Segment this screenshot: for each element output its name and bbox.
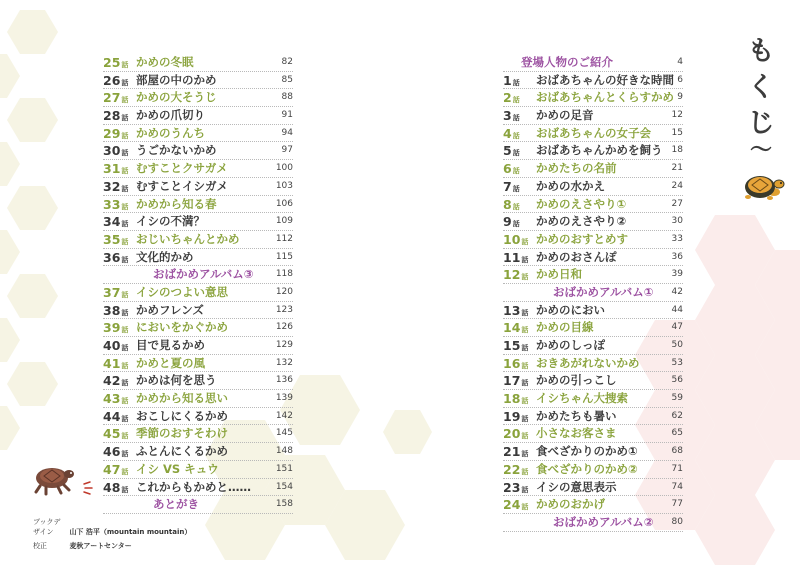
chapter-suffix: 話 xyxy=(121,344,129,352)
chapter-suffix: 話 xyxy=(521,308,529,317)
page-number: 82 xyxy=(281,57,293,67)
toc-right-column xyxy=(503,54,683,532)
chapter-title: 食べざかりのかめ② xyxy=(536,461,638,476)
toc-entry xyxy=(503,461,683,479)
chapter-number-value: 14 xyxy=(503,320,521,336)
chapter-suffix: 話 xyxy=(121,131,129,140)
chapter-title: かめの大そうじ xyxy=(136,90,217,105)
chapter-title: イシの不満？ xyxy=(136,214,205,229)
credit-row xyxy=(33,517,191,537)
chapter-suffix: 話 xyxy=(121,149,129,158)
page-number: 154 xyxy=(275,481,293,492)
toc-entry xyxy=(103,390,293,408)
chapter-suffix: 話 xyxy=(121,220,129,229)
page-number: 145 xyxy=(275,428,293,439)
chapter-title: 季節のおすそわけ xyxy=(136,426,228,441)
chapter-number-value: 35 xyxy=(103,231,121,247)
page-number: 129 xyxy=(275,340,293,350)
chapter-suffix: 話 xyxy=(121,167,129,176)
chapter-title: においをかぐかめ xyxy=(136,320,228,335)
page-number: 88 xyxy=(281,92,293,103)
toc-entry xyxy=(503,125,683,143)
chapter-suffix: 話 xyxy=(512,131,520,140)
page-number: 6 xyxy=(677,74,683,85)
chapter-suffix: 話 xyxy=(521,414,529,423)
chapter-suffix: 話 xyxy=(521,467,529,476)
page-number: 36 xyxy=(671,251,683,262)
chapter-title: 登場人物のご紹介 xyxy=(521,55,613,69)
chapter-title: おばかめアルバム② xyxy=(553,514,654,529)
toc-entry xyxy=(103,249,293,267)
chapter-title: おばかめアルバム③ xyxy=(153,267,254,282)
toc-entry xyxy=(503,443,683,461)
chapter-number-value: 47 xyxy=(103,461,121,477)
chapter-number-value: 33 xyxy=(103,196,121,212)
credit-label: ブックデザイン xyxy=(33,518,61,536)
page-number: 148 xyxy=(275,446,293,457)
toc-entry xyxy=(503,249,683,267)
heading-tilde: 〜 xyxy=(749,138,772,163)
page-number: 118 xyxy=(275,269,293,280)
chapter-number-value: 48 xyxy=(103,479,121,495)
page-number: 158 xyxy=(275,499,293,510)
chapter-title: むすことクサガメ xyxy=(136,161,228,176)
page-number: 139 xyxy=(275,393,293,404)
chapter-number-value: 37 xyxy=(103,284,121,300)
chapter-number-value: 38 xyxy=(103,302,121,318)
chapter-number-value: 7 xyxy=(503,178,512,194)
chapter-suffix: 話 xyxy=(521,326,529,335)
toc-entry xyxy=(503,54,683,72)
chapter-suffix: 話 xyxy=(521,485,529,494)
toc-entry xyxy=(103,302,293,320)
chapter-number-value: 28 xyxy=(103,108,121,124)
chapter-title: むすことイシガメ xyxy=(136,178,228,193)
page-number: 71 xyxy=(671,463,683,474)
chapter-title: かめは何を思う xyxy=(136,373,217,388)
chapter-number-value: 8 xyxy=(503,196,512,212)
chapter-suffix: 話 xyxy=(121,397,129,406)
chapter-suffix: 話 xyxy=(121,96,129,105)
toc-entry xyxy=(503,196,683,214)
toc-entry xyxy=(503,390,683,408)
chapter-number-value: 3 xyxy=(503,108,512,124)
chapter-title: かめのうんち xyxy=(136,125,205,140)
toc-entry xyxy=(103,266,293,284)
chapter-title: かめから知る思い xyxy=(136,391,228,406)
toc-entry xyxy=(103,425,293,443)
toc-entry xyxy=(503,372,683,390)
chapter-title: イシのつよい意思 xyxy=(136,284,228,299)
chapter-number-value: 15 xyxy=(503,338,521,353)
chapter-number-value: 1 xyxy=(503,72,512,88)
toc-entry xyxy=(503,302,683,320)
chapter-number-value: 4 xyxy=(503,125,512,141)
chapter-suffix: 話 xyxy=(521,344,529,352)
page-number: 53 xyxy=(671,357,683,368)
chapter-number-value: 34 xyxy=(103,214,121,230)
chapter-suffix: 話 xyxy=(521,397,529,406)
toc-entry xyxy=(503,160,683,178)
toc-entry xyxy=(103,355,293,373)
chapter-suffix: 話 xyxy=(512,220,520,229)
page-number: 39 xyxy=(671,269,683,280)
chapter-title: おばあちゃんかめを飼う xyxy=(536,143,663,158)
chapter-number-value: 10 xyxy=(503,231,521,247)
page-number: 109 xyxy=(275,216,293,227)
page-number: 12 xyxy=(671,110,683,121)
toc-entry xyxy=(503,72,683,90)
chapter-title: イシの意思表示 xyxy=(536,479,617,494)
chapter-title: かめの目線 xyxy=(536,320,594,335)
chapter-title: かめフレンズ xyxy=(136,302,204,317)
toc-entry xyxy=(103,284,293,302)
toc-entry xyxy=(103,337,293,355)
toc-entry xyxy=(103,231,293,249)
toc-entry xyxy=(503,107,683,125)
chapter-suffix: 話 xyxy=(121,414,129,423)
page-number: 115 xyxy=(275,251,293,262)
chapter-number-value: 20 xyxy=(503,426,521,442)
chapter-suffix: 話 xyxy=(121,308,129,317)
chapter-suffix: 話 xyxy=(512,202,520,211)
toc-entry xyxy=(103,142,293,160)
chapter-number-value: 45 xyxy=(103,426,121,442)
page-number: 112 xyxy=(275,233,293,244)
chapter-number-value: 26 xyxy=(103,72,121,88)
page-number: 97 xyxy=(281,145,293,156)
chapter-title: かめの水かえ xyxy=(536,178,605,193)
chapter-title: かめのおかげ xyxy=(536,497,605,512)
chapter-number-value: 9 xyxy=(503,214,512,230)
chapter-suffix: 話 xyxy=(512,78,520,87)
page-number: 47 xyxy=(671,322,683,333)
chapter-suffix: 話 xyxy=(121,467,129,476)
toc-entry xyxy=(503,337,683,355)
chapter-title: おばあちゃんとくらすかめ xyxy=(536,90,674,105)
chapter-title: かめ日和 xyxy=(536,267,582,282)
credit-value: 麦秋アートセンター xyxy=(69,542,132,550)
chapter-number-value: 13 xyxy=(503,302,521,318)
toc-entry xyxy=(103,160,293,178)
chapter-number-value: 43 xyxy=(103,391,121,407)
chapter-title: イシ VS キュウ xyxy=(136,461,219,476)
chapter-suffix: 話 xyxy=(512,184,520,193)
page-number: 120 xyxy=(275,286,293,297)
page-number: 18 xyxy=(671,145,683,156)
chapter-suffix: 話 xyxy=(512,114,520,123)
chapter-number-value: 22 xyxy=(503,461,521,477)
chapter-number-value: 11 xyxy=(503,249,521,265)
toc-entry xyxy=(503,355,683,373)
chapter-suffix: 話 xyxy=(121,114,129,123)
toc-left-column xyxy=(103,54,293,514)
page-number: 123 xyxy=(275,304,293,315)
chapter-number-value: 41 xyxy=(103,355,121,371)
chapter-suffix: 話 xyxy=(121,61,129,69)
chapter-title: かめのえさやり① xyxy=(536,196,627,211)
chapter-title: おこしにくるかめ xyxy=(136,408,228,423)
toc-entry xyxy=(503,213,683,231)
toc-entry xyxy=(503,178,683,196)
chapter-title: おじいちゃんとかめ xyxy=(136,231,240,246)
page-number: 27 xyxy=(671,198,683,209)
chapter-suffix: 話 xyxy=(512,167,520,176)
chapter-suffix: 話 xyxy=(121,237,129,246)
page-number: 74 xyxy=(671,481,683,492)
chapter-number-value: 25 xyxy=(103,55,121,70)
page-number: 94 xyxy=(281,127,293,138)
toc-entry xyxy=(503,408,683,426)
chapter-title: 文化的かめ xyxy=(136,249,194,264)
chapter-title: 部屋の中のかめ xyxy=(136,72,217,87)
toc-entry xyxy=(103,89,293,107)
toc-entry xyxy=(103,72,293,90)
chapter-number-value: 2 xyxy=(503,90,512,106)
chapter-suffix: 話 xyxy=(121,485,129,494)
chapter-suffix: 話 xyxy=(521,432,529,441)
chapter-title: おばあちゃんの女子会 xyxy=(536,125,651,140)
chapter-suffix: 話 xyxy=(121,326,129,335)
chapter-title: かめの引っこし xyxy=(536,373,617,388)
credits xyxy=(33,517,191,551)
chapter-title: かめのにおい xyxy=(536,302,605,317)
toc-entry xyxy=(503,231,683,249)
credit-value: 山下 浩平（mountain mountain） xyxy=(69,528,192,536)
chapter-suffix: 話 xyxy=(521,379,529,388)
page-number: 21 xyxy=(671,163,683,174)
chapter-number-value: 29 xyxy=(103,125,121,141)
chapter-title: おばかめアルバム① xyxy=(553,284,654,299)
page-number: 56 xyxy=(671,375,683,386)
page-number: 80 xyxy=(671,516,683,527)
chapter-title: かめのえさやり② xyxy=(536,214,627,229)
page-number: 85 xyxy=(281,74,293,85)
credit-row xyxy=(33,541,191,551)
toc-entry xyxy=(103,107,293,125)
chapter-suffix: 話 xyxy=(121,255,129,264)
chapter-number-value: 19 xyxy=(503,408,521,424)
chapter-title: かめたちの名前 xyxy=(536,161,617,176)
chapter-title: イシちゃん大捜索 xyxy=(536,391,628,406)
chapter-number-value: 44 xyxy=(103,408,121,424)
chapter-title: かめと夏の風 xyxy=(136,355,205,370)
chapter-number-value: 30 xyxy=(103,143,121,159)
chapter-title: かめのおさんぽ xyxy=(536,249,617,264)
chapter-title: かめの足音 xyxy=(536,108,594,123)
chapter-number-value: 16 xyxy=(503,355,521,371)
chapter-number-value: 21 xyxy=(503,444,521,460)
chapter-title: かめたちも暑い xyxy=(536,408,617,423)
walking-turtle-icon xyxy=(22,458,100,498)
chapter-suffix: 話 xyxy=(121,450,129,459)
page-number: 59 xyxy=(671,393,683,404)
chapter-title: おばあちゃんの好きな時間 xyxy=(536,72,674,87)
chapter-number-value: 32 xyxy=(103,178,121,194)
toc-entry xyxy=(103,461,293,479)
page-number: 106 xyxy=(275,198,293,209)
chapter-number-value: 23 xyxy=(503,479,521,495)
page-number: 4 xyxy=(677,57,683,67)
toc-entry xyxy=(503,319,683,337)
chapter-suffix: 話 xyxy=(121,184,129,193)
heading-char: じ xyxy=(747,108,775,139)
chapter-title: かめのおすとめす xyxy=(536,231,628,246)
chapter-suffix: 話 xyxy=(121,290,129,299)
chapter-suffix: 話 xyxy=(121,78,129,87)
chapter-number-value: 40 xyxy=(103,338,121,353)
chapter-suffix: 話 xyxy=(121,202,129,211)
credit-label: 校正 xyxy=(33,542,47,550)
chapter-number-value: 42 xyxy=(103,373,121,389)
page-number: 103 xyxy=(275,180,293,191)
turtle-icon xyxy=(738,170,786,204)
chapter-number-value: 6 xyxy=(503,161,512,177)
chapter-title: かめの爪切り xyxy=(136,108,205,123)
chapter-number-value: 46 xyxy=(103,444,121,460)
chapter-suffix: 話 xyxy=(521,361,529,370)
toc-entry xyxy=(503,142,683,160)
chapter-title: おきあがれないかめ xyxy=(536,355,640,370)
toc-entry xyxy=(503,514,683,532)
chapter-number-value: 17 xyxy=(503,373,521,389)
toc-entry xyxy=(503,266,683,284)
toc-entry xyxy=(503,284,683,302)
chapter-title: かめの冬眠 xyxy=(136,55,194,69)
toc-entry xyxy=(503,425,683,443)
toc-entry xyxy=(103,443,293,461)
page-number: 77 xyxy=(671,499,683,510)
page-number: 33 xyxy=(671,233,683,244)
toc-entry xyxy=(503,89,683,107)
chapter-number-value: 27 xyxy=(103,90,121,106)
chapter-number-value: 31 xyxy=(103,161,121,177)
chapter-number-value: 12 xyxy=(503,267,521,283)
toc-entry xyxy=(103,125,293,143)
toc-entry xyxy=(103,479,293,497)
page-number: 42 xyxy=(671,286,683,297)
toc-entry xyxy=(103,319,293,337)
mokuji-heading xyxy=(741,34,781,163)
toc-entry xyxy=(503,479,683,497)
page-number: 142 xyxy=(275,410,293,421)
page-number: 100 xyxy=(275,163,293,174)
chapter-title: 食べざかりのかめ① xyxy=(536,444,638,459)
page-number: 62 xyxy=(671,410,683,421)
toc-entry xyxy=(503,496,683,514)
chapter-title: 小さなお客さま xyxy=(536,426,617,441)
chapter-suffix: 話 xyxy=(521,503,529,512)
chapter-title: かめのしっぽ xyxy=(536,338,605,352)
chapter-number-value: 24 xyxy=(503,497,521,513)
toc-entry xyxy=(103,408,293,426)
chapter-suffix: 話 xyxy=(121,361,129,370)
chapter-suffix: 話 xyxy=(512,96,520,105)
toc-entry xyxy=(103,372,293,390)
page-number: 24 xyxy=(671,180,683,191)
page-number: 50 xyxy=(671,340,683,350)
heading-char: も xyxy=(747,36,775,67)
chapter-title: うごかないかめ xyxy=(136,143,217,158)
toc-entry xyxy=(103,196,293,214)
toc-entry xyxy=(103,213,293,231)
heading-char: く xyxy=(747,72,775,103)
toc-entry xyxy=(103,54,293,72)
page-number: 151 xyxy=(275,463,293,474)
chapter-suffix: 話 xyxy=(121,379,129,388)
page-number: 132 xyxy=(275,357,293,368)
chapter-suffix: 話 xyxy=(521,273,529,282)
page-number: 65 xyxy=(671,428,683,439)
page-number: 126 xyxy=(275,322,293,333)
chapter-suffix: 話 xyxy=(512,149,520,158)
page-number: 30 xyxy=(671,216,683,227)
chapter-title: ふとんにくるかめ xyxy=(136,444,228,459)
page-number: 136 xyxy=(275,375,293,386)
chapter-title: 目で見るかめ xyxy=(136,338,205,352)
chapter-number-value: 18 xyxy=(503,391,521,407)
chapter-title: これからもかめと…… xyxy=(136,479,251,494)
chapter-number-value: 39 xyxy=(103,320,121,336)
chapter-title: かめから知る春 xyxy=(136,196,217,211)
chapter-suffix: 話 xyxy=(121,432,129,441)
page-number: 9 xyxy=(677,92,683,103)
toc-entry xyxy=(103,178,293,196)
page-number: 91 xyxy=(281,110,293,121)
page-number: 68 xyxy=(671,446,683,457)
chapter-number-value: 36 xyxy=(103,249,121,265)
chapter-suffix: 話 xyxy=(521,255,529,264)
page-number: 44 xyxy=(671,304,683,315)
toc-entry xyxy=(103,496,293,514)
chapter-title: あとがき xyxy=(153,497,199,512)
chapter-suffix: 話 xyxy=(521,237,529,246)
chapter-number-value: 5 xyxy=(503,143,512,159)
page-number: 15 xyxy=(671,127,683,138)
chapter-suffix: 話 xyxy=(521,450,529,459)
